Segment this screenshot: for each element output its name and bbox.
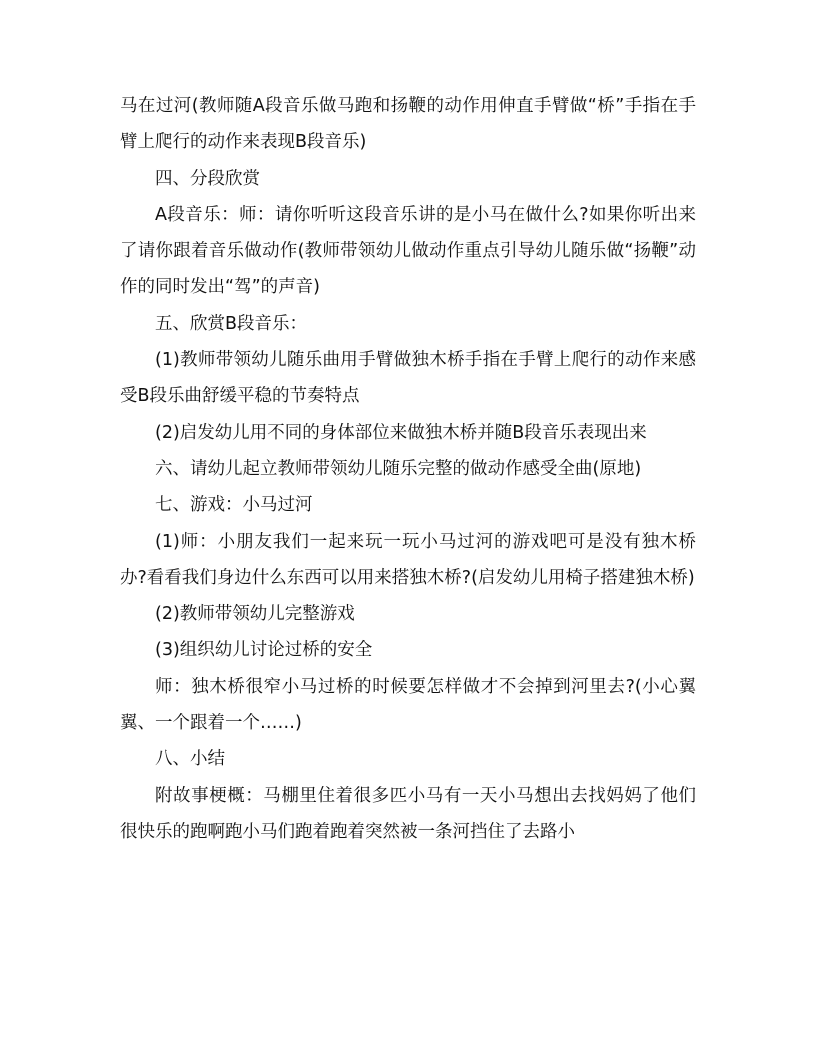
paragraph-story-summary: 附故事梗概：马棚里住着很多匹小马有一天小马想出去找妈妈了他们很快乐的跑啊跑小马们跑着跑着突然被一条河挡住了去路小	[120, 785, 696, 842]
heading-section-8: 八、小结	[155, 749, 225, 770]
paragraph-step-1: (1)教师带领幼儿随乐曲用手臂做独木桥手指在手臂上爬行的动作来感受B段乐曲舒缓平稳的节奏特点	[120, 350, 696, 407]
paragraph-game-step-3: (3)组织幼儿讨论过桥的安全	[155, 640, 373, 661]
paragraph-step-2: (2)启发幼儿用不同的身体部位来做独木桥并随B段音乐表现出来	[155, 422, 647, 443]
document-body	[120, 88, 696, 850]
paragraph-a-section-music: A段音乐：师：请你听听这段音乐讲的是小马在做什么?如果你听出来了请你跟着音乐做动作(教师带领幼儿做动作重点引导幼儿随乐做“扬鞭”动作的同时发出“驾”的声音)	[120, 204, 696, 298]
paragraph-game-step-2: (2)教师带领幼儿完整游戏	[155, 604, 355, 625]
heading-section-6: 六、请幼儿起立教师带领幼儿随乐完整的做动作感受全曲(原地)	[155, 458, 642, 479]
heading-section-5: 五、欣赏B段音乐：	[155, 313, 308, 334]
paragraph-1: 马在过河(教师随A段音乐做马跑和扬鞭的动作用伸直手臂做“桥”手指在手臂上爬行的动作来表现B段音乐)	[120, 96, 696, 153]
heading-section-7: 七、游戏：小马过河	[155, 495, 313, 516]
heading-section-4: 四、分段欣赏	[155, 168, 260, 189]
paragraph-teacher-question: 师：独木桥很窄小马过桥的时候要怎样做才不会掉到河里去?(小心翼翼、一个跟着一个……)	[120, 676, 696, 734]
paragraph-game-step-1: (1)师：小朋友我们一起来玩一玩小马过河的游戏吧可是没有独木桥办?看看我们身边什么东西可以用来搭独木桥?(启发幼儿用椅子搭建独木桥)	[120, 531, 696, 588]
